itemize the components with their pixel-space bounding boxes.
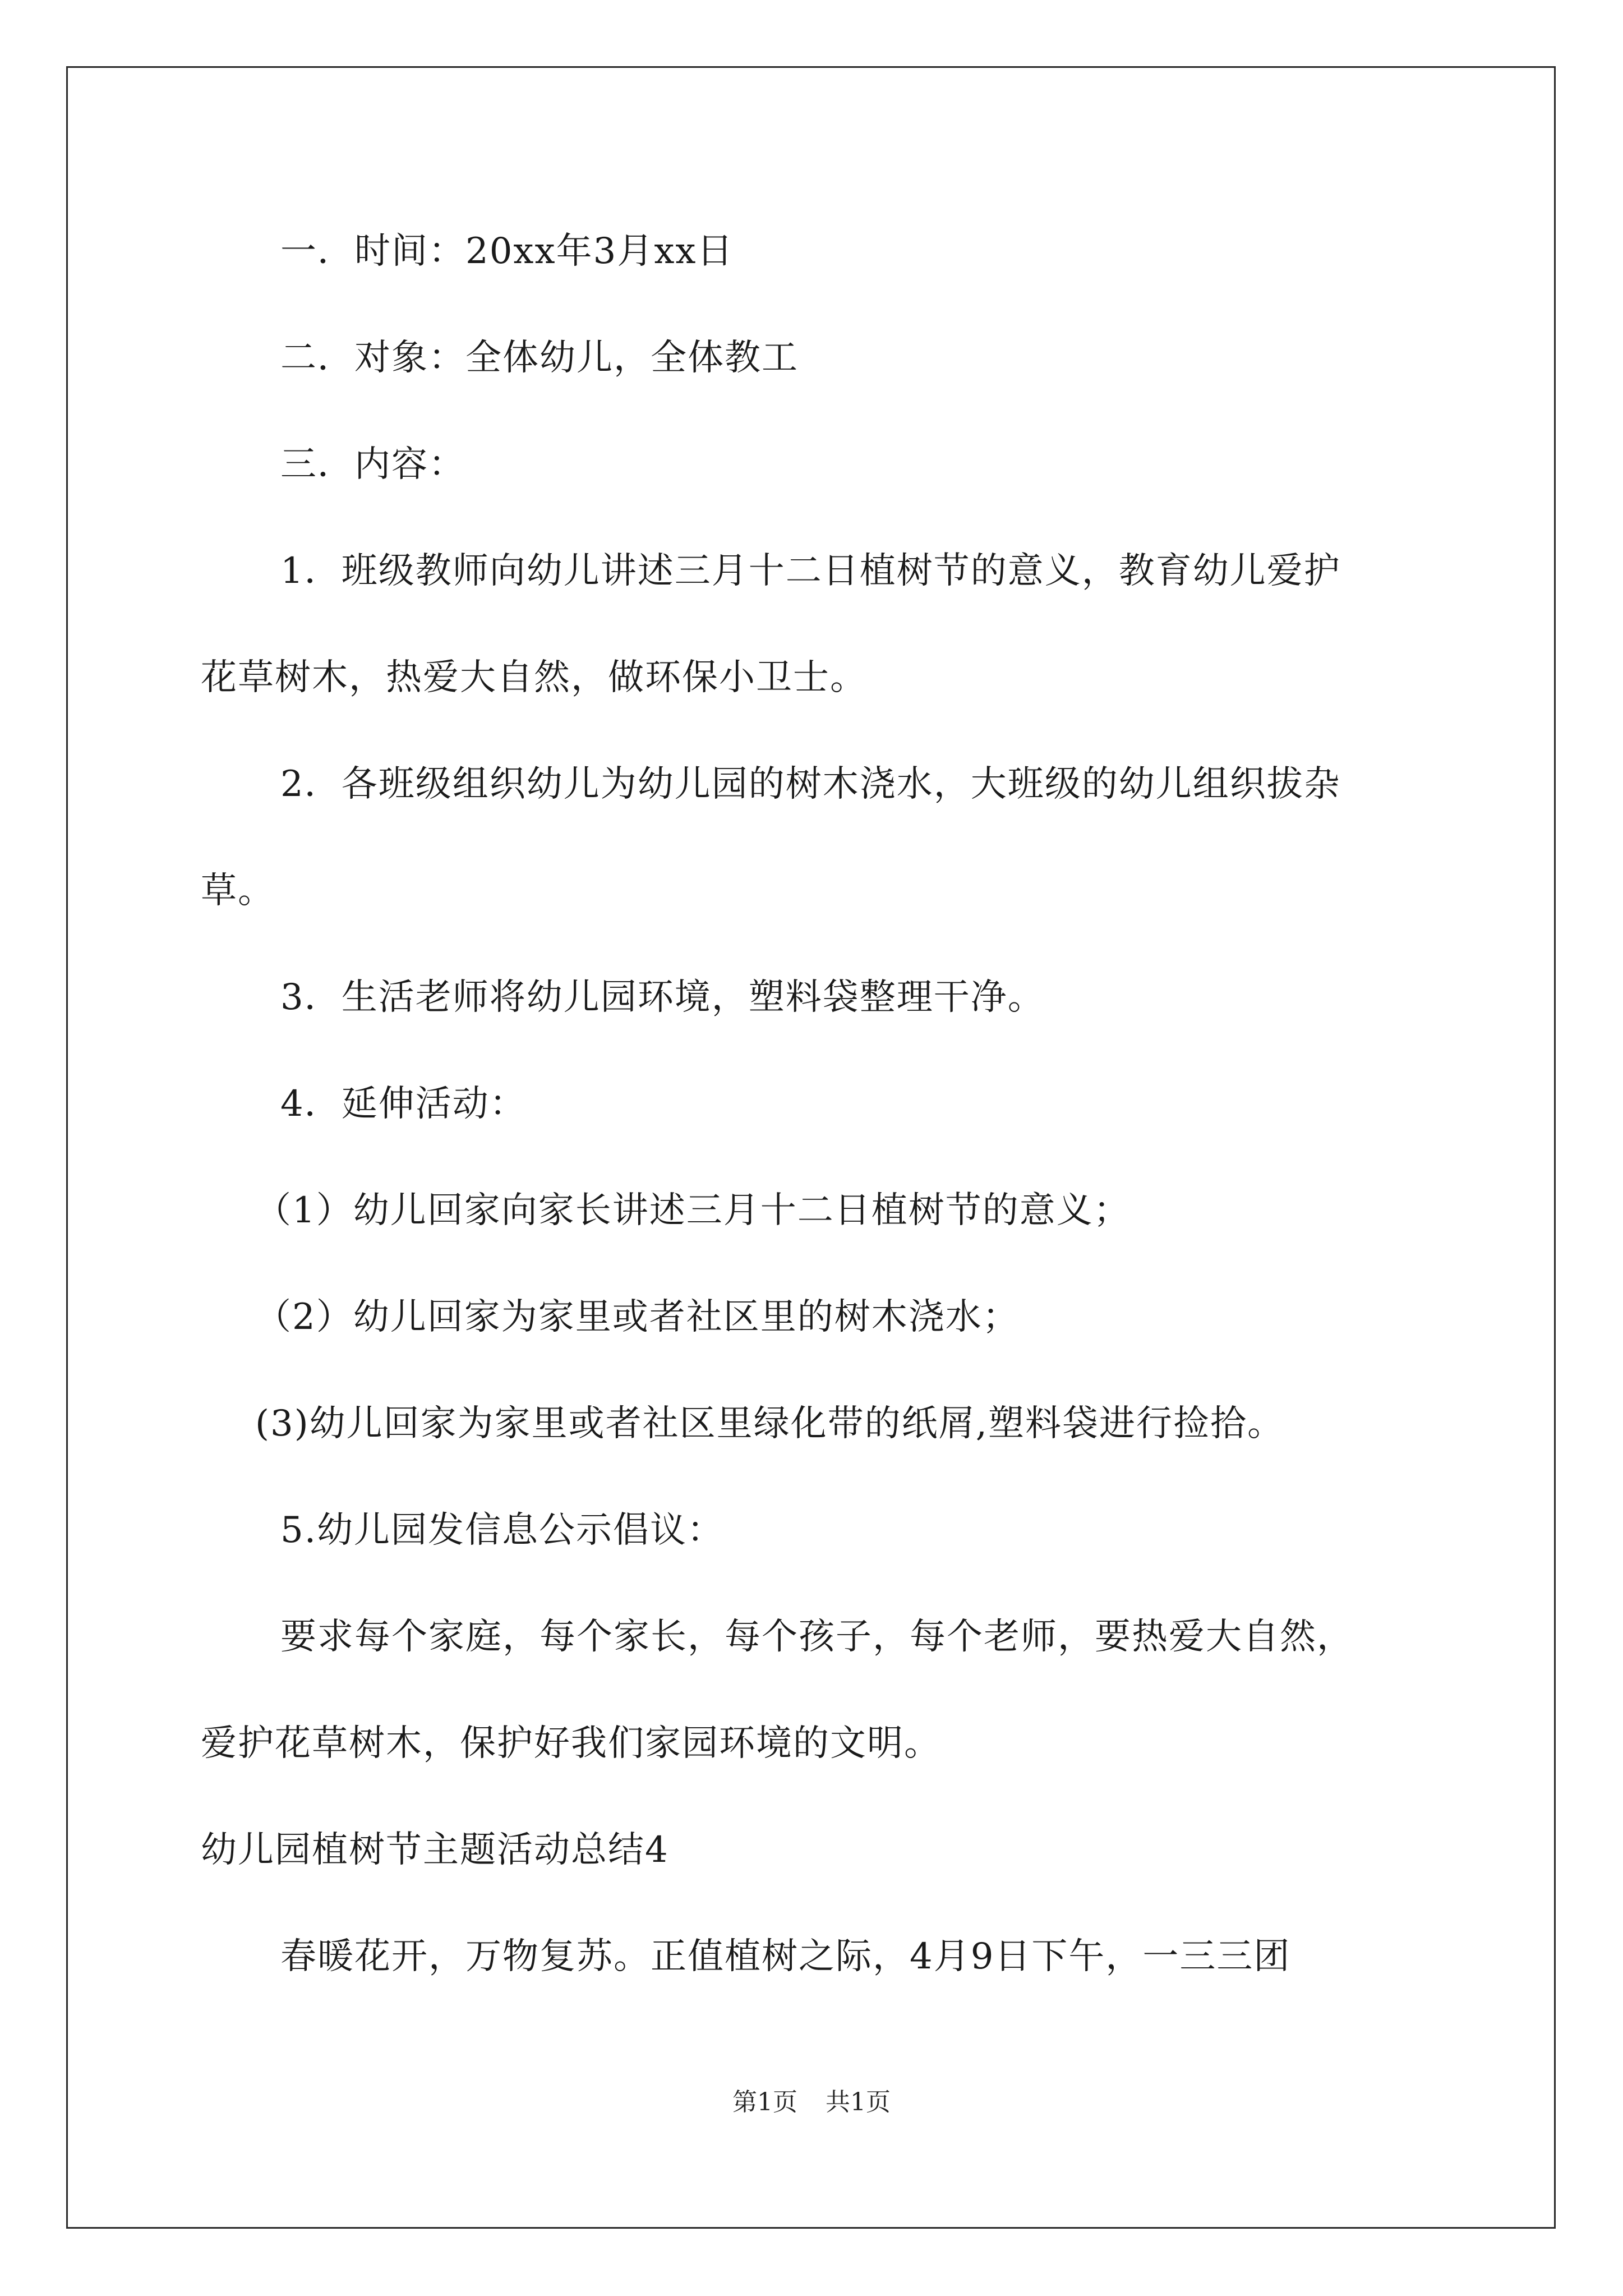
page-number: 第1页 bbox=[732, 2088, 797, 2116]
content-item-4: 4．延伸活动： bbox=[280, 1083, 527, 1125]
section-time: 一．时间：20xx年3月xx日 bbox=[280, 231, 734, 272]
page-total: 共1页 bbox=[826, 2088, 891, 2116]
content-item-2-line-1: 2．各班级组织幼儿为幼儿园的树木浇水，大班级的幼儿组织拔杂 bbox=[280, 763, 1341, 805]
content-item-2-line-2: 草。 bbox=[201, 870, 275, 912]
content-item-1-line-1: 1．班级教师向幼儿讲述三月十二日植树节的意义，教育幼儿爱护 bbox=[280, 550, 1341, 592]
proposal-line-1: 要求每个家庭，每个家长，每个孩子，每个老师，要热爱大自然， bbox=[280, 1616, 1354, 1658]
section-content-heading: 三．内容： bbox=[280, 444, 465, 485]
content-item-1-line-2: 花草树木，热爱大自然，做环保小卫士。 bbox=[201, 657, 867, 698]
content-item-5: 5.幼儿园发信息公示倡议： bbox=[280, 1510, 725, 1551]
extension-item-2: （2）幼儿回家为家里或者社区里的树木浇水； bbox=[255, 1296, 1020, 1338]
proposal-line-2: 爱护花草树木，保护好我们家园环境的文明。 bbox=[201, 1723, 941, 1764]
page-footer bbox=[0, 2087, 1623, 2118]
section-audience: 二．对象：全体幼儿，全体教工 bbox=[280, 337, 799, 379]
section-title: 幼儿园植树节主题活动总结4 bbox=[201, 1829, 669, 1871]
content-item-3: 3．生活老师将幼儿园环境，塑料袋整理干净。 bbox=[280, 977, 1045, 1018]
page-border bbox=[66, 66, 1556, 2229]
extension-item-1: （1）幼儿回家向家长讲述三月十二日植树节的意义； bbox=[255, 1190, 1131, 1231]
extension-item-3: (3)幼儿回家为家里或者社区里绿化带的纸屑,塑料袋进行捡拾。 bbox=[255, 1403, 1284, 1444]
summary-paragraph-line-1: 春暖花开，万物复苏。正值植树之际，4月9日下午，一三三团 bbox=[280, 1936, 1291, 1977]
